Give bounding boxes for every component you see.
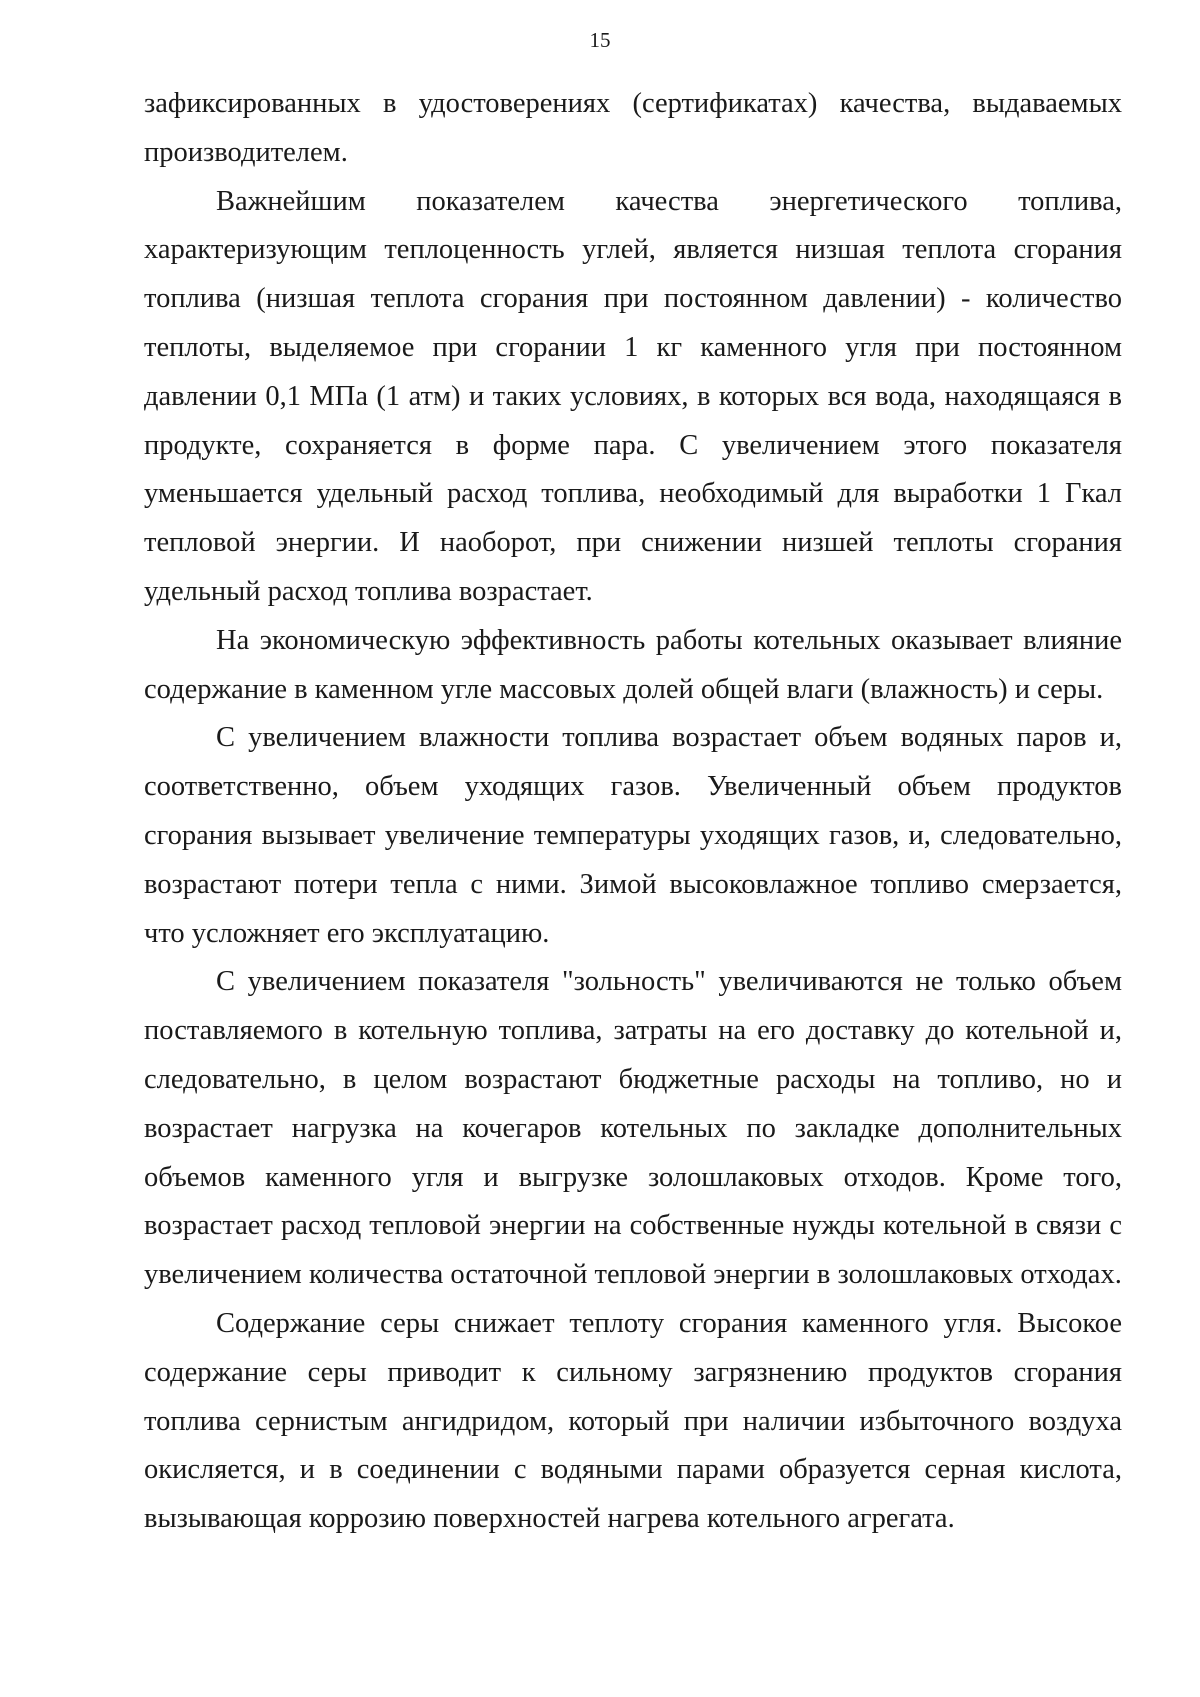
page-number: 15: [589, 28, 611, 52]
paragraph-continued: зафиксированных в удостоверениях (сертификатах) качества, выдаваемых производителем.: [144, 88, 1122, 168]
paragraph-sulfur-content: Содержание серы снижает теплоту сгорания каменного угля. Высокое содержание серы приводит к сильному загрязнению продуктов сгорания топлива сернистым ангидридом, который при наличии избыточного воздуха окисляется, и в соединении с водяными парами образуется серная кислота, вызывающая коррозию поверхностей нагрева котельного агрегата.: [144, 1307, 1122, 1535]
paragraph-moisture: С увеличением влажности топлива возрастает объем водяных паров и, соответственно, объем уходящих газов. Увеличенный объем продуктов сгорания вызывает увеличение температуры уходящих газов, и, следовательно, возрастают потери тепла с ними. Зимой высоковлажное топливо смерзается, что усложняет его эксплуатацию.: [144, 722, 1122, 949]
paragraph-lower-heating-value: Важнейшим показателем качества энергетического топлива, характеризующим теплоценность углей, является низшая теплота сгорания топлива (низшая теплота сгорания при постоянном давлении) - количество теплоты, выделяемое при сгорании 1 кг каменного угля при постоянном давлении 0,1 МПа (1 атм) и таких условиях, в которых вся вода, находящаяся в продукте, сохраняется в форме пара. С увеличением этого показателя уменьшается удельный расход топлива, необходимый для выработки 1 Гкал тепловой энергии. И наоборот, при снижении низшей теплоты сгорания удельный расход топлива возрастает.: [144, 185, 1122, 607]
paragraph-ash-content: С увеличением показателя "зольность" увеличиваются не только объем поставляемого в котельную топлива, затраты на его доставку до котельной и, следовательно, в целом возрастают бюджетные расходы на топливо, но и возрастает нагрузка на кочегаров котельных по закладке дополнительных объемов каменного угля и выгрузке золошлаковых отходов. Кроме того, возрастает расход тепловой энергии на собственные нужды котельной в связи с увеличением количества остаточной тепловой энергии в золошлаковых отходах.: [144, 966, 1122, 1291]
paragraph-economic-efficiency: На экономическую эффективность работы котельных оказывает влияние содержание в каменном угле массовых долей общей влаги (влажность) и серы.: [144, 624, 1122, 705]
document-body: [144, 80, 1122, 1544]
